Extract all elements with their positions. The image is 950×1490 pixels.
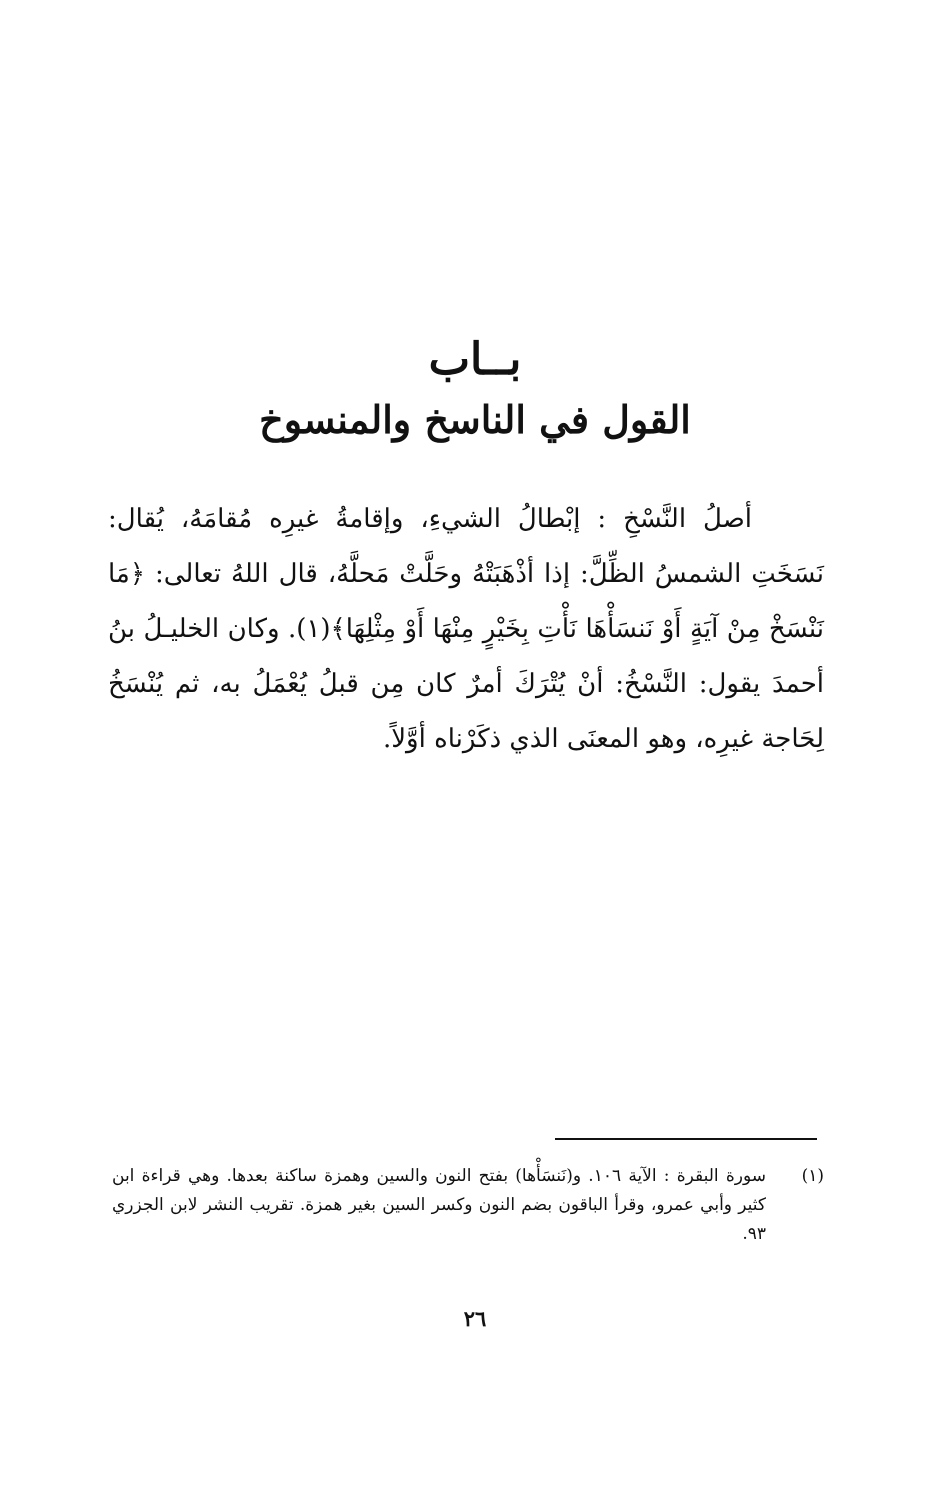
footnote [112,1162,824,1249]
page-number: ٢٦ [463,1306,487,1331]
body-text [108,492,824,767]
chapter-title: القول في الناسخ والمنسوخ [259,397,691,442]
footnote-text: سورة البقرة : الآية ١٠٦. و(نَنسَأْها) بفتح النون والسين وهمزة ساكنة بعدها. وهي قراءة ابن كثير وأبي عمرو، وقرأ الباقون بضم النون وكسر السين بغير همزة. تقريب النشر لابن الجزري ٩٣. [112,1166,766,1244]
body-paragraph: أصلُ النَّسْخِ : إبْطالُ الشيءِ، وإقامةُ غيرِه مُقامَهُ، يُقال: نَسَخَتِ الشمسُ الظِّلَّ: إذا أذْهَبَتْهُ وحَلَّتْ مَحلَّهُ، قال اللهُ تعالى: ﴿مَا نَنْسَخْ مِنْ آيَةٍ أَوْ نَنسَأْهَا نَأْتِ بِخَيْرٍ مِنْهَا أَوْ مِثْلِهَا﴾(١). وكان الخليـلُ بنُ أحمدَ يقول: النَّسْخُ: أنْ يُتْرَكَ أمرٌ كان مِن قبلُ يُعْمَلُ به، ثم يُنْسَخُ لِحَاجة غيرِه، وهو المعنَى الذي ذكَرْناه أوَّلاً. [108,504,824,754]
chapter-heading [0,332,950,452]
footnote-marker: (١) [801,1166,824,1186]
chapter-label: بــاب [428,334,522,385]
footnote-divider [555,1138,817,1140]
